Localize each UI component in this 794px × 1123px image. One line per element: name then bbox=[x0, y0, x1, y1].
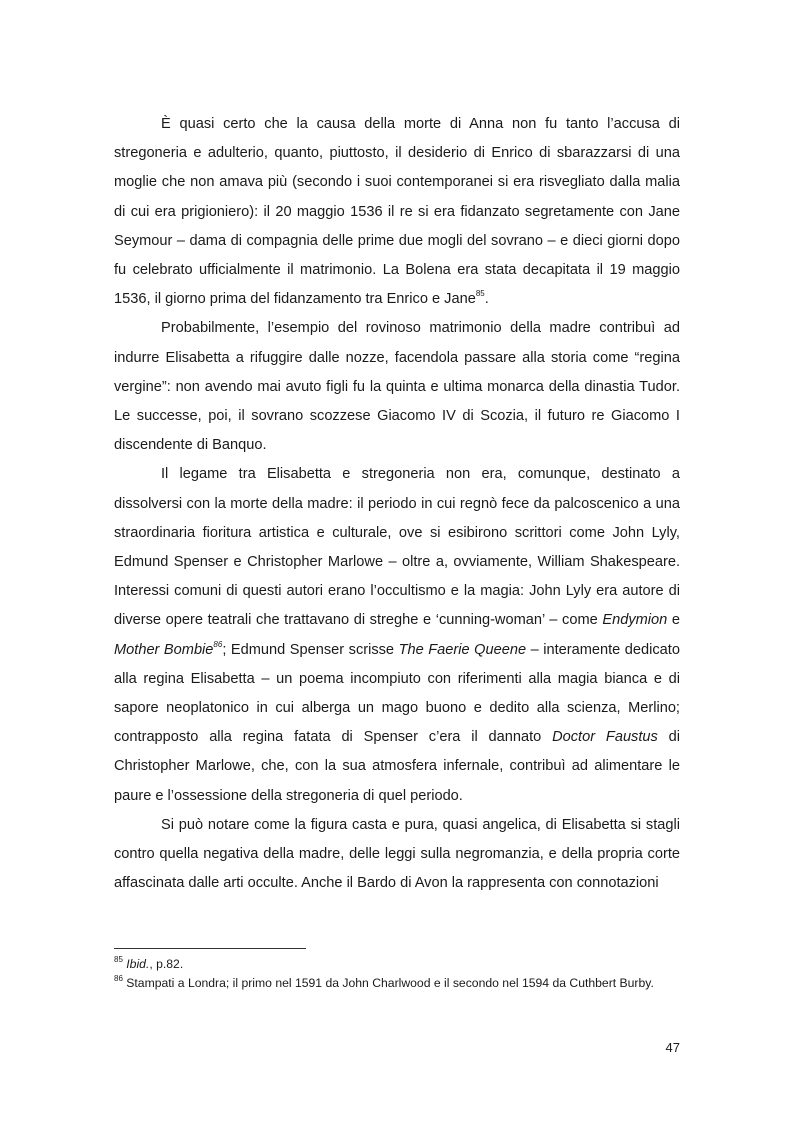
paragraph-3-text-e: di Christopher Marlowe, che, con la sua atmosfera infernale, contribuì ad alimentare le paure e l’ossessione della stregoneria di quel periodo. bbox=[114, 729, 681, 804]
footnote-86 bbox=[114, 974, 680, 993]
title-doctor-faustus: Doctor Faustus bbox=[552, 729, 658, 746]
paragraph-3-text-c: ; Edmund Spenser scrisse bbox=[222, 641, 399, 658]
paragraph-3-text-a: Il legame tra Elisabetta e stregoneria non era, comunque, destinato a dissolversi con la morte della madre: il periodo in cui regnò fece da palcoscenico a una straordinaria fioritura artistica e culturale, ove si esibirono scrittori come John Lyly, Edmund Spenser e Christopher Marlowe – oltre a, ovviamente, William Shakespeare. Interessi comuni di questi autori erano l’occultismo e la magia: John Lyly era autore di diverse opere teatrali che trattavano di streghe e ‘cunning-woman’ – come bbox=[114, 466, 680, 629]
main-text bbox=[114, 110, 680, 898]
footnote-separator bbox=[114, 948, 306, 949]
paragraph-1-text: È quasi certo che la causa della morte di Anna non fu tanto l’accusa di stregoneria e adulterio, quanto, piuttosto, il desiderio di Enrico di sbarazzarsi di una moglie che non amava più (secondo i suoi contemporanei si era risvegliato dalla malia di cui era prigioniero): il 20 maggio 1536 il re si era fidanzato segretamente con Jane Seymour – dama di compagnia delle prime due mogli del sovrano – e dieci giorni dopo fu celebrato ufficialmente il matrimonio. La Bolena era stata decapitata il 19 maggio 1536, il giorno prima del fidanzamento tra Enrico e Jane bbox=[114, 116, 680, 308]
footnote-ref-86[interactable]: 86 bbox=[213, 639, 223, 649]
footnote-ref-85[interactable]: 85 bbox=[475, 289, 485, 299]
paragraph-4: Si può notare come la figura casta e pura, quasi angelica, di Elisabetta si stagli contro quella negativa della madre, delle leggi sulla negromanzia, e della propria corte affascinata dalle arti occulte. Anche il Bardo di Avon la rappresenta con connotazioni bbox=[114, 816, 680, 892]
paragraph-1-end: . bbox=[484, 291, 489, 308]
footnote-85 bbox=[114, 955, 680, 974]
title-endymion: Endymion bbox=[602, 612, 668, 629]
paragraph-3-text-b: e bbox=[667, 612, 681, 629]
footnote-text: Stampati a Londra; il primo nel 1591 da John Charlwood e il secondo nel 1594 da Cuthbert Burby. bbox=[122, 976, 654, 990]
footnote-italic: Ibid. bbox=[126, 957, 150, 971]
title-faerie-queene: The Faerie Queene bbox=[398, 641, 527, 658]
paragraph-3-text-d: – interamente dedicato alla regina Elisabetta – un poema incompiuto con riferimenti alla magia bianca e di sapore neoplatonico in cui alberga un mago buono e dedito alla scienza, Merlino; contrapposto alla regina fatata di Spenser c’era il dannato bbox=[114, 641, 680, 746]
footnote-number: 86 bbox=[114, 973, 123, 983]
title-mother-bombie: Mother Bombie bbox=[114, 641, 214, 658]
paragraph-1 bbox=[114, 110, 680, 314]
paragraph-3 bbox=[114, 460, 680, 810]
page-number: 47 bbox=[665, 1040, 680, 1055]
footnotes bbox=[114, 955, 680, 993]
footnote-text: , p.82. bbox=[149, 957, 184, 971]
footnote-number: 85 bbox=[114, 954, 123, 964]
paragraph-2: Probabilmente, l’esempio del rovinoso matrimonio della madre contribuì ad indurre Elisabetta a rifuggire dalle nozze, facendola passare alla storia come “regina vergine”: non avendo mai avuto figli fu la quinta e ultima monarca della dinastia Tudor. Le successe, poi, il sovrano scozzese Giacomo IV di Scozia, il futuro re Giacomo I discendente di Banquo. bbox=[114, 320, 680, 454]
